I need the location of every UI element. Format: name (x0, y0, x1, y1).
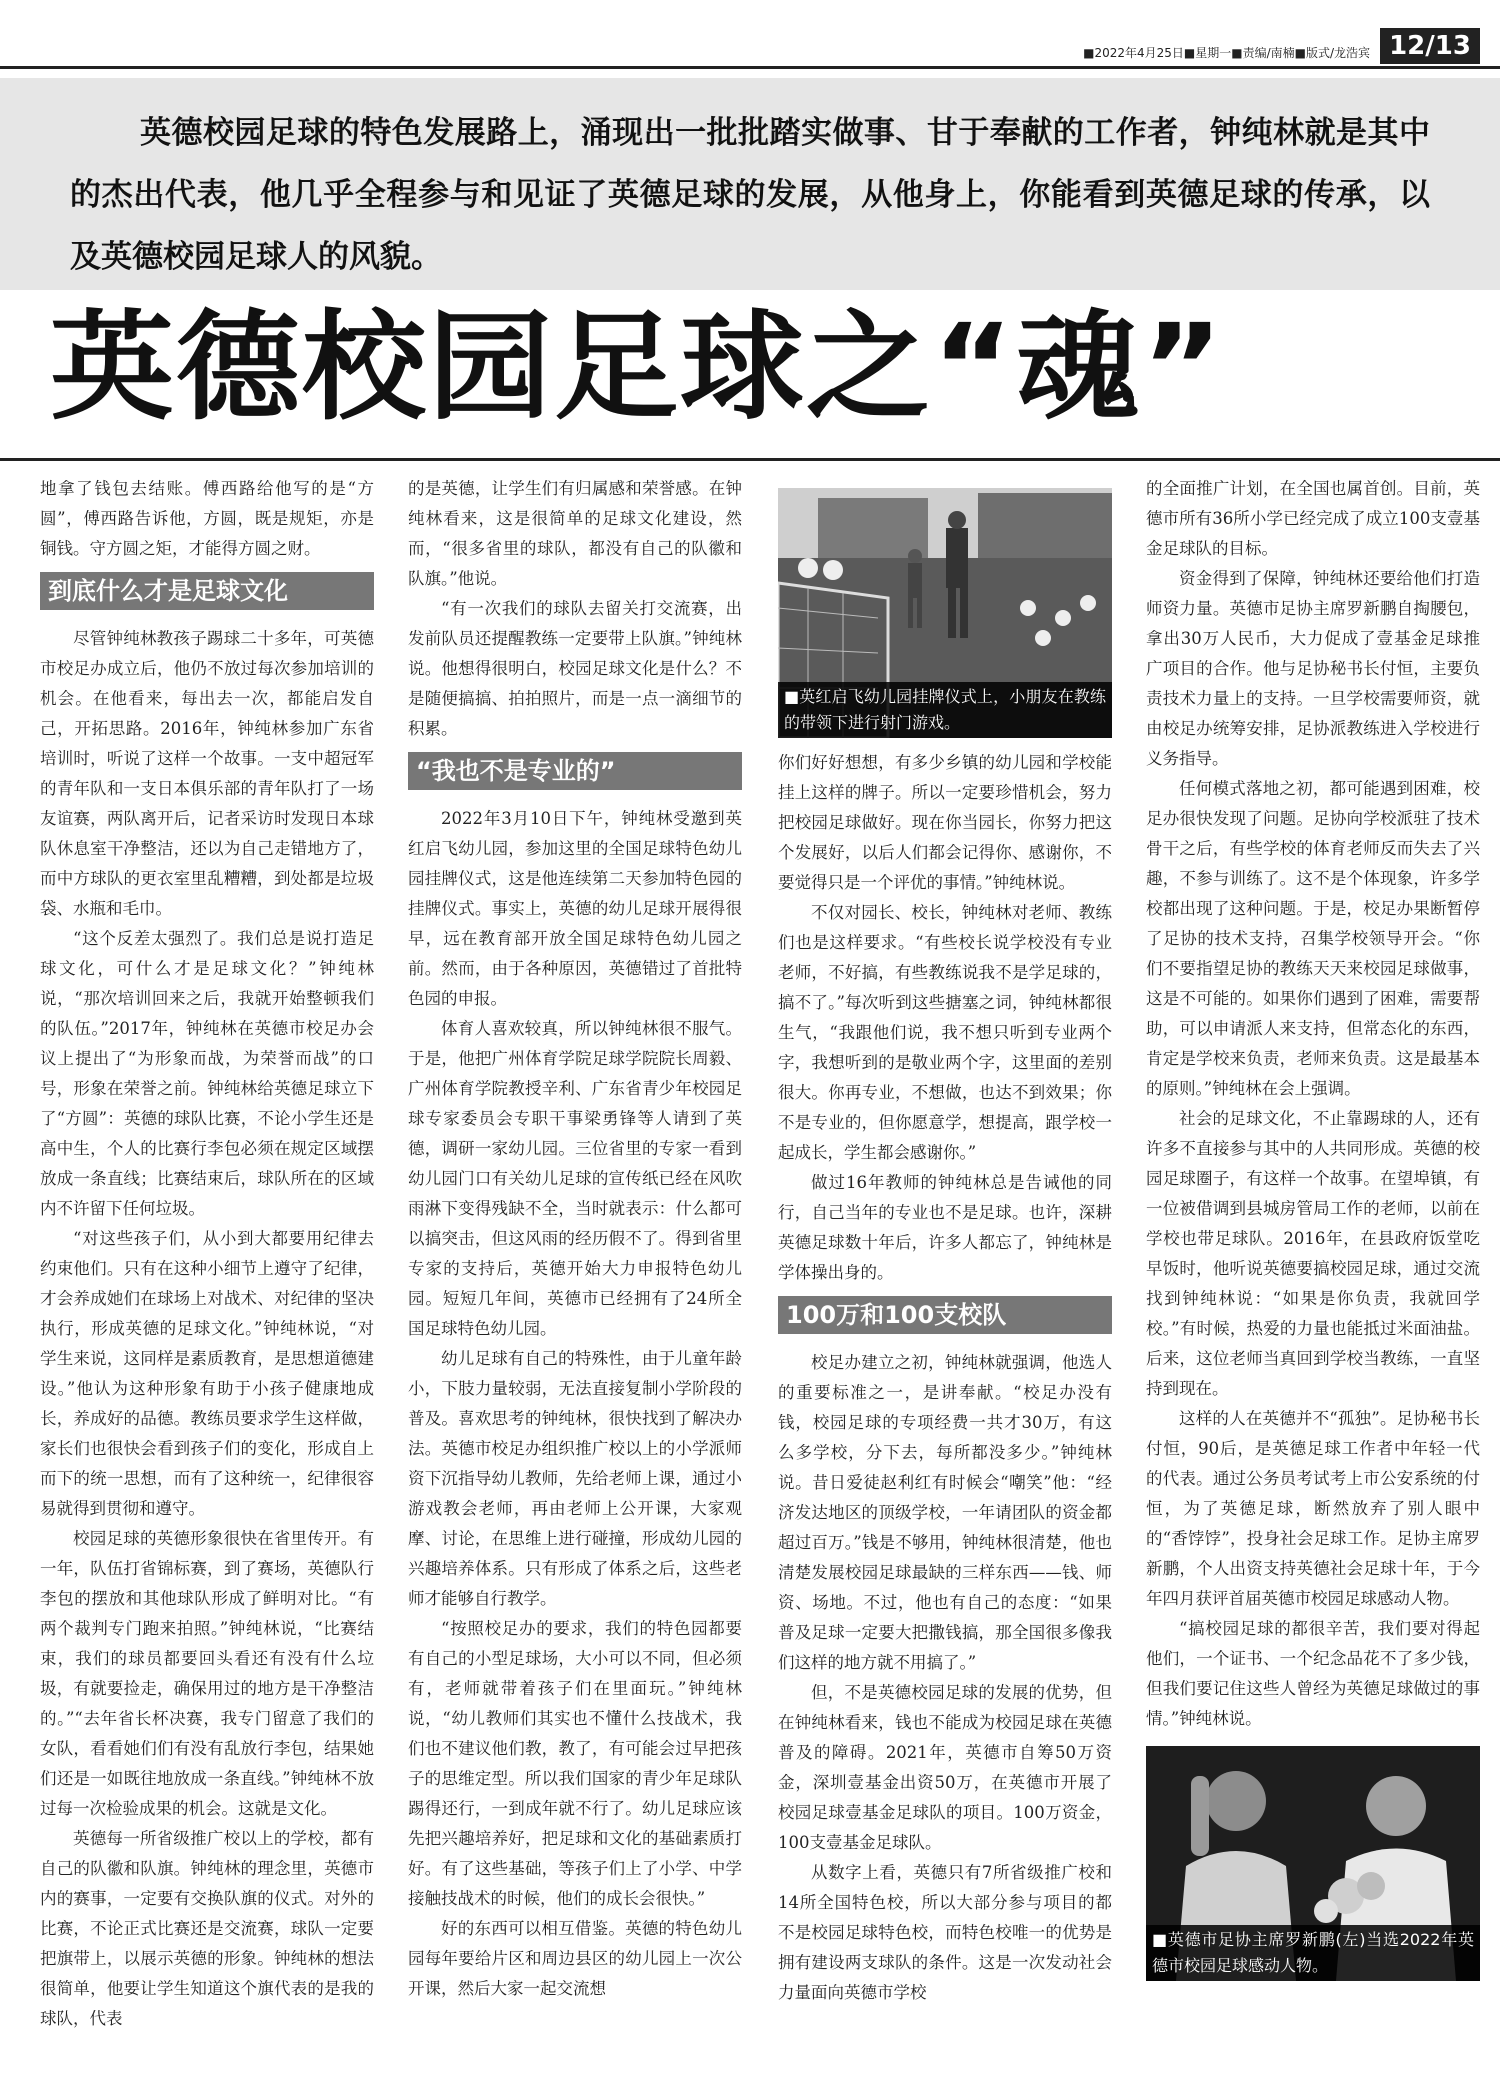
paragraph: 社会的足球文化，不止靠踢球的人，还有许多不直接参与其中的人共同形成。英德的校园足球圈子，有这样一个故事。在望埠镇，有一位被借调到县城房管局工作的老师，以前在学校也带足球队。2016年，在县政府饭堂吃早饭时，他听说英德要搞校园足球，通过交流找到钟纯林说：“如果是你负责，我就回学校。”有时候，热爱的力量也能抵过米面油盐。后来，这位老师当真回到学校当教练，一直坚持到现在。 (1146, 1109, 1480, 1398)
paragraph: 从数字上看，英德只有7所省级推广校和14所全国特色校，所以大部分参与项目的都不是校园足球特色校，而特色校唯一的优势是拥有建设两支球队的条件。这是一次发动社会力量面向英德市学校 (778, 1863, 1112, 2002)
paragraph: 校园足球的英德形象很快在省里传开。有一年，队伍打省锦标赛，到了赛场，英德队行李包的摆放和其他球队形成了鲜明对比。“有两个裁判专门跑来拍照。”钟纯林说，“比赛结束，我们的球员都要回头看还有没有什么垃圾，有就要捡走，确保用过的地方是干净整洁的。”“去年省长杯决赛，我专门留意了我们的女队，看看她们们有没有乱放行李包，结果她们还是一如既往地放成一条直线。”钟纯林不放过每一次检验成果的机会。这就是文化。 (40, 1529, 374, 1818)
masthead (0, 0, 1500, 72)
paragraph: “对这些孩子们，从小到大都要用纪律去约束他们。只有在这种小细节上遵守了纪律，才会养成她们在球场上对战术、对纪律的坚决执行，形成英德的足球文化。”钟纯林说，“对学生来说，这同样是素质教育，是思想道德建设。”他认为这种形象有助于小孩子健康地成长，养成好的品德。教练员要求学生这样做，家长们也很快会看到孩子们的变化，形成自上而下的统一思想，而有了这种统一，纪律很容易就得到贯彻和遵守。 (40, 1229, 374, 1518)
paragraph: “这个反差太强烈了。我们总是说打造足球文化，可什么才是足球文化？”钟纯林说，“那次培训回来之后，我就开始整顿我们的队伍。”2017年，钟纯林在英德市校足办会议上提出了“为形象而战，为荣誉而战”的口号，形象在荣誉之前。钟纯林给英德足球立下了“方圆”：英德的球队比赛，不论小学生还是高中生，个人的比赛行李包必须在规定区域摆放成一条直线；比赛结束后，球队所在的区域内不许留下任何垃圾。 (40, 929, 374, 1218)
issue-info: ■2022年4月25日■星期一■责编/南楠■版式/龙浩宾 (1083, 46, 1370, 60)
headline: 英德校园足球之“魂” (50, 298, 1226, 436)
paragraph: 2022年3月10日下午，钟纯林受邀到英红启飞幼儿园，参加这里的全国足球特色幼儿园挂牌仪式，这是他连续第二天参加特色园的挂牌仪式。事实上，英德的幼儿足球开展得很早，远在教育部开放全国足球特色幼儿园之前。然而，由于各种原因，英德错过了首批特色园的申报。 (408, 809, 742, 1008)
paragraph: “搞校园足球的都很辛苦，我们要对得起他们，一个证书、一个纪念品花不了多少钱，但我们要记住这些人曾经为英德足球做过的事情。”钟纯林说。 (1146, 1619, 1480, 1728)
paragraph: 你们好好想想，有多少乡镇的幼儿园和学校能挂上这样的牌子。所以一定要珍惜机会，努力把校园足球做好。现在你当园长，你努力把这个发展好，以后人们都会记得你、感谢你，不要觉得只是一个评优的事情。”钟纯林说。 (778, 753, 1112, 892)
column-2 (408, 474, 742, 2004)
column-3 (778, 488, 1112, 2008)
column-1 (40, 474, 374, 2034)
paragraph: 的是英德，让学生们有归属感和荣誉感。在钟纯林看来，这是很简单的足球文化建设，然而，“很多省里的球队，都没有自己的队徽和队旗。”他说。 (408, 479, 742, 588)
photo-award (1146, 1746, 1480, 1981)
paragraph: 资金得到了保障，钟纯林还要给他们打造师资力量。英德市足协主席罗新鹏自掏腰包，拿出30万人民币，大力促成了壹基金足球推广项目的合作。他与足协秘书长付恒，主要负责技术力量上的支持。一旦学校需要师资，就由校足办统筹安排，足协派教练进入学校进行义务指导。 (1146, 569, 1480, 768)
paragraph: 不仅对园长、校长，钟纯林对老师、教练们也是这样要求。“有些校长说学校没有专业老师，不好搞，有些教练说我不是学足球的，搞不了。”每次听到这些搪塞之词，钟纯林都很生气，“我跟他们说，我不想只听到专业两个字，我想听到的是敬业两个字，这里面的差别很大。你再专业，不想做，也达不到效果；你不是专业的，但你愿意学，想提高，跟学校一起成长，学生都会感谢你。” (778, 903, 1112, 1162)
paragraph: 任何模式落地之初，都可能遇到困难，校足办很快发现了问题。足协向学校派驻了技术骨干之后，有些学校的体育老师反而失去了兴趣，不参与训练了。这不是个体现象，许多学校都出现了这种问题。于是，校足办果断暂停了足协的技术支持，召集学校领导开会。“你们不要指望足协的教练天天来校园足球做事，这是不可能的。如果你们遇到了困难，需要帮助，可以申请派人来支持，但常态化的东西，肯定是学校来负责，老师来负责。这是最基本的原则。”钟纯林在会上强调。 (1146, 779, 1480, 1098)
paragraph: 英德每一所省级推广校以上的学校，都有自己的队徽和队旗。钟纯林的理念里，英德市内的赛事，一定要有交换队旗的仪式。对外的比赛，不论正式比赛还是交流赛，球队一定要把旗带上，以展示英德的形象。钟纯林的想法很简单，他要让学生知道这个旗代表的是我的球队，代表 (40, 1829, 374, 2028)
page-number: 12/13 (1380, 28, 1480, 64)
paragraph: 但，不是英德校园足球的发展的优势，但在钟纯林看来，钱也不能成为校园足球在英德普及的障碍。2021年，英德市自筹50万资金，深圳壹基金出资50万，在英德市开展了校园足球壹基金足球队的项目。100万资金，100支壹基金足球队。 (778, 1683, 1112, 1852)
paragraph: 好的东西可以相互借鉴。英德的特色幼儿园每年要给片区和周边县区的幼儿园上一次公开课，然后大家一起交流想 (408, 1919, 742, 1998)
subheading: “我也不是专业的” (408, 752, 742, 790)
paragraph: 做过16年教师的钟纯林总是告诫他的同行，自己当年的专业也不是足球。也许，深耕英德足球数十年后，许多人都忘了，钟纯林是学体操出身的。 (778, 1173, 1112, 1282)
masthead-rule (0, 66, 1500, 69)
photo-kindergarten (778, 488, 1112, 738)
paragraph: “按照校足办的要求，我们的特色园都要有自己的小型足球场，大小可以不同，但必须有，老师就带着孩子们在里面玩。”钟纯林说，“幼儿教师们其实也不懂什么技战术，我们也不建议他们教，教了，有可能会过早把孩子的思维定型。所以我们国家的青少年足球队踢得还行，一到成年就不行了。幼儿足球应该先把兴趣培养好，把足球和文化的基础素质打好。有了这些基础，等孩子们上了小学、中学接触技战术的时候，他们的成长会很快。” (408, 1619, 742, 1908)
paragraph: 校足办建立之初，钟纯林就强调，他选人的重要标准之一，是讲奉献。“校足办没有钱，校园足球的专项经费一共才30万，有这么多学校，分下去，每所都没多少。”钟纯林说。昔日爱徒赵利红有时候会“嘲笑”他：“经济发达地区的顶级学校，一年请团队的资金都超过百万。”钱是不够用，钟纯林很清楚，他也清楚发展校园足球最缺的三样东西——钱、师资、场地。不过，他也有自己的态度：“如果普及足球一定要大把撒钱搞，那全国很多像我们这样的地方就不用搞了。” (778, 1353, 1112, 1672)
paragraph: 的全面推广计划，在全国也属首创。目前，英德市所有36所小学已经完成了成立100支壹基金足球队的目标。 (1146, 479, 1480, 558)
lead-box (0, 78, 1500, 290)
paragraph: 尽管钟纯林教孩子踢球二十多年，可英德市校足办成立后，他仍不放过每次参加培训的机会。在他看来，每出去一次，都能启发自己，开拓思路。2016年，钟纯林参加广东省培训时，听说了这样一个故事。一支中超冠军的青年队和一支日本俱乐部的青年队打了一场友谊赛，两队离开后，记者采访时发现日本球队休息室干净整洁，还以为自己走错地方了，而中方球队的更衣室里乱糟糟，到处都是垃圾袋、水瓶和毛巾。 (40, 629, 374, 918)
headline-rule (0, 458, 1500, 461)
subheading: 到底什么才是足球文化 (40, 572, 374, 610)
paragraph: 幼儿足球有自己的特殊性，由于儿童年龄小，下肢力量较弱，无法直接复制小学阶段的普及。喜欢思考的钟纯林，很快找到了解决办法。英德市校足办组织推广校以上的小学派师资下沉指导幼儿教师，先给老师上课，通过小游戏教会老师，再由老师上公开课，大家观摩、讨论，在思维上进行碰撞，形成幼儿园的兴趣培养体系。只有形成了体系之后，这些老师才能够自行教学。 (408, 1349, 742, 1608)
photo-caption: ■英德市足协主席罗新鹏(左)当选2022年英德市校园足球感动人物。 (1146, 1925, 1480, 1981)
photo-caption: ■英红启飞幼儿园挂牌仪式上，小朋友在教练的带领下进行射门游戏。 (778, 682, 1112, 738)
column-4 (1146, 474, 1480, 1981)
subheading: 100万和100支校队 (778, 1296, 1112, 1334)
paragraph: 体育人喜欢较真，所以钟纯林很不服气。于是，他把广州体育学院足球学院院长周毅、广州体育学院教授辛利、广东省青少年校园足球专家委员会专职干事梁勇锋等人请到了英德，调研一家幼儿园。三位省里的专家一看到幼儿园门口有关幼儿足球的宣传纸已经在风吹雨淋下变得残缺不全，当时就表示：什么都可以搞突击，但这风雨的经历假不了。得到省里专家的支持后，英德开始大力申报特色幼儿园。短短几年间，英德市已经拥有了24所全国足球特色幼儿园。 (408, 1019, 742, 1338)
paragraph: “有一次我们的球队去留关打交流赛，出发前队员还提醒教练一定要带上队旗。”钟纯林说。他想得很明白，校园足球文化是什么？不是随便搞搞、拍拍照片，而是一点一滴细节的积累。 (408, 599, 742, 738)
paragraph: 地拿了钱包去结账。傅西路给他写的是“方圆”，傅西路告诉他，方圆，既是规矩，亦是铜钱。守方圆之矩，才能得方圆之财。 (40, 479, 374, 558)
paragraph: 这样的人在英德并不“孤独”。足协秘书长付恒，90后，是英德足球工作者中年轻一代的代表。通过公务员考试考上市公安系统的付恒，为了英德足球，断然放弃了别人眼中的“香饽饽”，投身社会足球工作。足协主席罗新鹏，个人出资支持英德社会足球十年，于今年四月获评首届英德市校园足球感动人物。 (1146, 1409, 1480, 1608)
lead-paragraph: 英德校园足球的特色发展路上，涌现出一批批踏实做事、甘于奉献的工作者，钟纯林就是其中的杰出代表，他几乎全程参与和见证了英德足球的发展，从他身上，你能看到英德足球的传承，以及英德校园足球人的风貌。 (70, 115, 1430, 275)
